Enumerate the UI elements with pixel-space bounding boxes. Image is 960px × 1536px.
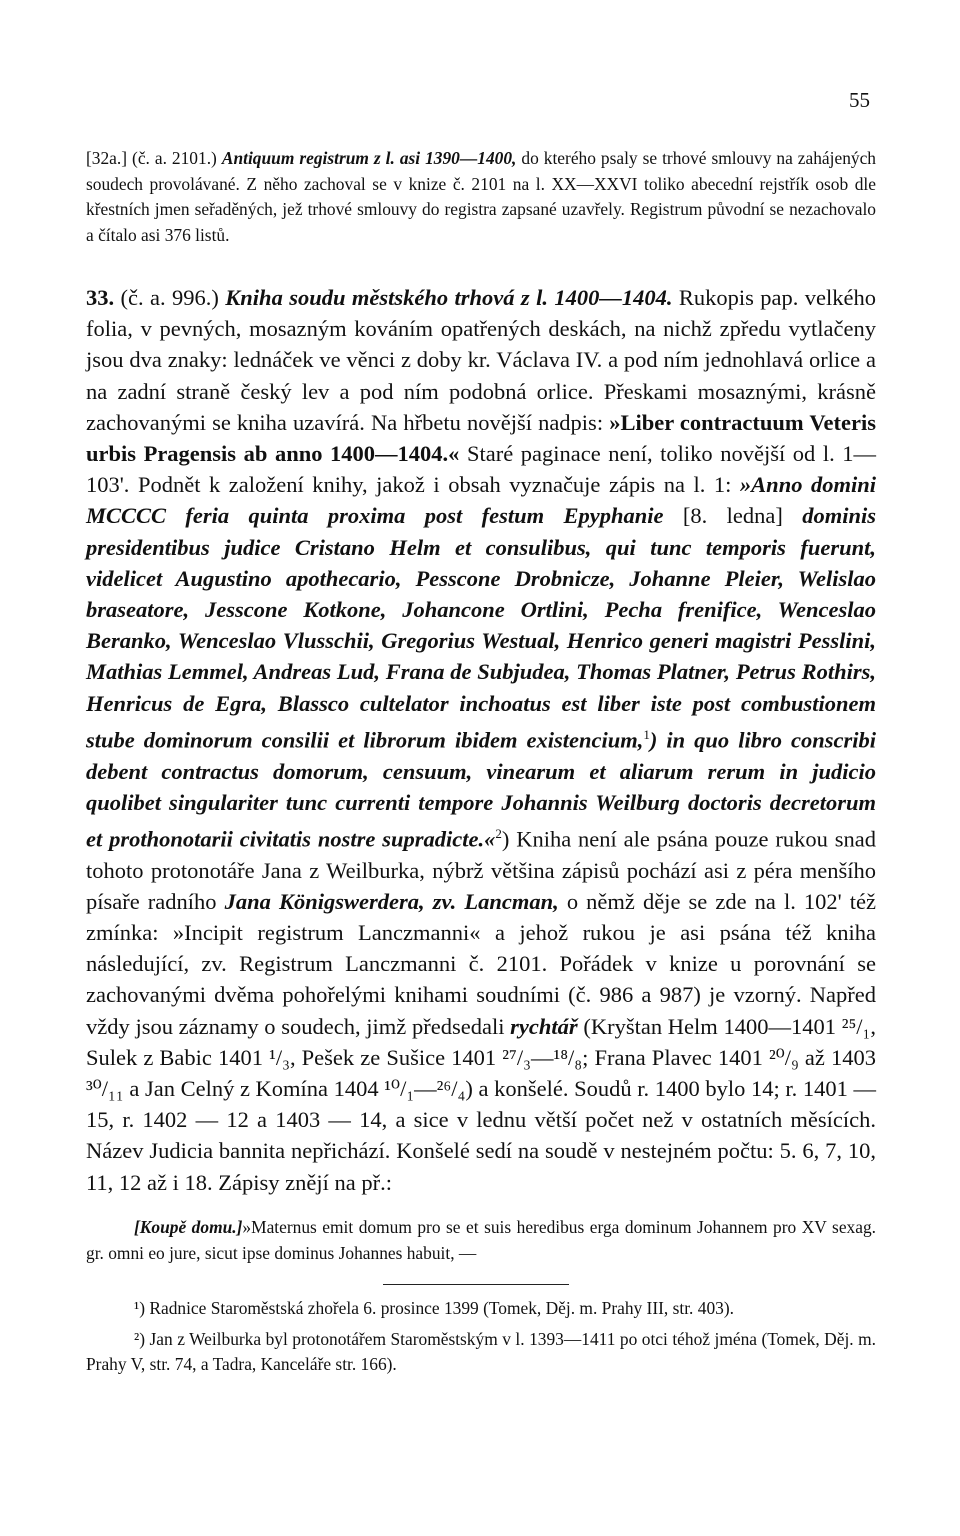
footnote-2 xyxy=(86,1327,876,1378)
spine-title: »Liber contractuum Veteris urbis Pragensis ab anno 1400—1404.« xyxy=(86,409,877,467)
latin-incipit: »Anno domini MCCCC feria quinta proxima post festum Epyphanie xyxy=(86,472,877,529)
footnote-1-mark: ¹) xyxy=(134,1298,146,1318)
latin-main: dominis presidentibus judice Cristano Helm et consulibus, qui tunc temporis fuerunt, videlicet Augustino apothecario, Pesscone Drobnicze, Johanne Pleier, Welislao braseatore, Jesscone Kotkone, Johancone Ortlini, Pecha frenifice, Wenceslao Beranko, Wenceslao Vlusschii, Gregorius Westual, Henrico generi magistri Pesslini, Mathias Lemmel, Andreas Lud, Frana de Subjudea, Thomas Platner, Petrus Rothirs, Henricus de Egra, Blassco cultelator inchoatus est liber iste post combustionem stube dominorum consilii et librorum ibidem existencium, xyxy=(86,503,877,753)
page-number: 55 xyxy=(849,88,870,112)
footnote-1-text: Radnice Staroměstská zhořela 6. prosince 1399 (Tomek, Děj. m. Prahy III, str. 403). xyxy=(149,1298,734,1318)
entry-33-judges: (Kryštan Helm 1400—1401 ²⁵/₁, Sulek z Babic 1401 ¹/₃, Pešek ze Sušice 1401 ²⁷/₃—¹⁸/₈; Frana Plavec 1401 ²⁰/₉ až 1403 ³⁰/₁₁ a Jan Celný z Komína 1404 ¹⁰/₁—²⁶/₄) a konšelé. Soudů r. 1400 bylo 14; r. 1401 — 15, r. 1402 — 12 a 1403 — 14, a sice v lednu větší počet než v ostatních měsících. Název Judicia bannita nepřichází. Konšelé sedí na soudě v nestejném počtu: 5. 6, 7, 10, 11, 12 až i 18. Zápisy znějí na př.: xyxy=(86,1013,877,1195)
footnote-ref-2[interactable]: 2 xyxy=(495,825,502,841)
entry-32a-title: Antiquum registrum z l. asi 1390—1400, xyxy=(221,148,517,168)
scribe-name: Jana Königswerdera, zv. Lancman, xyxy=(224,888,559,914)
footnote-divider xyxy=(383,1284,569,1285)
date-note: [8. ledna] xyxy=(682,503,783,529)
entry-32a-ref: [32a.] (č. a. 2101.) xyxy=(86,148,217,168)
footnote-ref-1[interactable]: 1 xyxy=(643,726,650,742)
footnote-2-mark: ²) xyxy=(134,1328,146,1349)
rychtar-word: rychtář xyxy=(510,1013,578,1039)
quote-text: »Maternus emit domum pro se et suis heredibus erga dominum Johannem pro XV sexag. gr. omni eo jure, sicut ipse dominus Johannes habuit, — xyxy=(86,1217,876,1263)
entry-33-order: o němž děje se zde na l. 102' též zmínka: »Incipit registrum Lanczmanni« a jehož rukou je asi psána též kniha následující, zv. Registrum Lanczmanni č. 2101. Pořádek v knize u porovnání se zachovanými dvěma pohořelými knihami soudními (č. 986 a 987) je vzorný. Napřed vždy jsou záznamy o soudech, jimž předsedali xyxy=(86,888,877,1039)
footnotes xyxy=(86,1296,876,1383)
example-quote xyxy=(86,1215,876,1266)
quote-label: [Koupě domu.] xyxy=(134,1217,243,1237)
entry-32a-text: do kterého psaly se trhové smlouvy na zahájených soudech provolávané. Z něho zachoval se v knize č. 2101 na l. XX—XXVI toliko abecední rejstřík osob dle křestních jmen seřaděných, jež trhové smlouvy do registra zapsané uzavřely. Registrum původní se nezachovalo a čítalo asi 376 listů. xyxy=(86,148,876,245)
entry-33-title: Kniha soudu městského trhová z l. 1400—1404. xyxy=(225,285,673,310)
entry-33 xyxy=(86,282,876,1198)
entry-32a xyxy=(86,146,876,248)
footnote-1 xyxy=(86,1296,876,1322)
entry-33-pagination: Staré paginace není, toliko novější od l. 1—103'. Podnět k založení knihy, jakož i obsah vyznačuje zápis na l. 1: xyxy=(86,441,877,498)
entry-33-number: 33. xyxy=(86,285,115,310)
entry-33-ref: (č. a. 996.) xyxy=(120,285,219,310)
entry-33-description: Rukopis pap. velkého folia, v pevných, mosazným kováním opatřených deskách, na nichž zpředu vytlačeny jsou dva znaky: lednáček ve věnci z doby kr. Václava IV. a pod ním jednohlavá orlice a na zadní straně český lev a pod ním podobná orlice. Přeskami mosaznými, krásně zachovanými se kniha uzavírá. Na hřbetu novější nadpis: xyxy=(86,285,876,435)
entry-33-scribes: ) Kniha není ale psána pouze rukou snad tohoto protonotáře Jana z Weilburka, nýbrž většina zápisů pochází asi z péra menšího písaře radního xyxy=(86,826,876,914)
footnote-2-text: Jan z Weilburka byl protonotářem Staroměstským v l. 1393—1411 po otci téhož jména (Tomek, Děj. m. Prahy V, str. 74, a Tadra, Kanceláře str. 166). xyxy=(86,1328,876,1374)
latin-end: ) in quo libro conscribi debent contractus domorum, censuum, vinearum et aliarum rerum in judicio quolibet singulariter tunc currenti tempore Johannis Weilburg doctoris decretorum et prothonotarii civitatis nostre supradicte.« xyxy=(86,727,877,852)
